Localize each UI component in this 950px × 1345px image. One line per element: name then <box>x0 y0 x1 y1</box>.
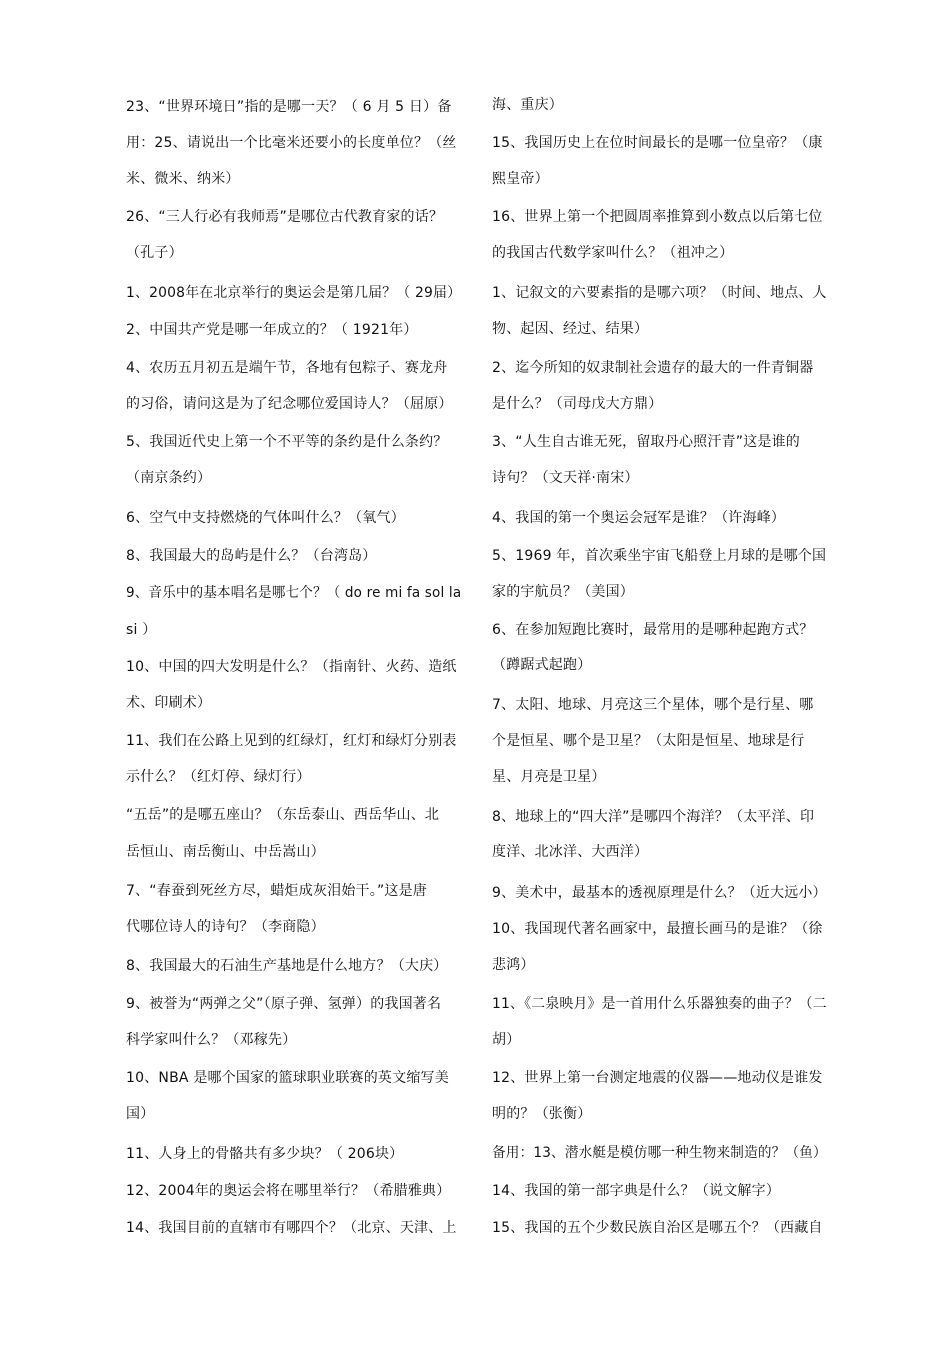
text-line: 8、我国最大的石油生产基地是什么地方？（大庆） <box>126 958 448 974</box>
text-line: 家的宇航员？（美国） <box>492 584 634 600</box>
text-line: 明的？（张衡） <box>492 1106 592 1122</box>
text-line: 2、迄今所知的奴隶制社会遗存的最大的一件青铜器 <box>492 360 814 376</box>
text-line: 10、中国的四大发明是什么？（指南针、火药、造纸 <box>126 659 457 675</box>
text-line: 1、2008年在北京举行的奥运会是第几届？（ 29届） <box>126 285 462 301</box>
text-line: 熙皇帝） <box>492 171 549 187</box>
text-line: 胡） <box>492 1032 521 1048</box>
text-line: 个是恒星、哪个是卫星？（太阳是恒星、地球是行 <box>492 733 805 749</box>
text-line: 15、我国的五个少数民族自治区是哪五个？（西藏自 <box>492 1220 823 1236</box>
text-line: 的习俗，请问这是为了纪念哪位爱国诗人？（屈原） <box>126 396 453 412</box>
text-line: si ） <box>126 622 157 638</box>
text-line: 示什么？（红灯停、绿灯行） <box>126 769 311 785</box>
text-line: 11、我们在公路上见到的红绿灯，红灯和绿灯分别表 <box>126 733 457 749</box>
text-line: 星、月亮是卫星） <box>492 769 606 785</box>
text-line: 2、中国共产党是哪一年成立的？（ 1921年） <box>126 322 418 338</box>
text-line: 9、音乐中的基本唱名是哪七个？（ do re mi fa sol la <box>126 585 462 601</box>
text-line: 悲鸿） <box>492 957 535 973</box>
text-line: 6、空气中支持燃烧的气体叫什么？（氧气） <box>126 510 405 526</box>
text-line: 5、我国近代史上第一个不平等的条约是什么条约？ <box>126 434 448 450</box>
text-line: 16、世界上第一个把圆周率推算到小数点以后第七位 <box>492 209 823 225</box>
text-line: 3、“人生自古谁无死，留取丹心照汗青”这是谁的 <box>492 434 801 450</box>
text-line: 11、《二泉映月》是一首用什么乐器独奏的曲子？（二 <box>492 996 827 1012</box>
text-line: 用：25、请说出一个比毫米还要小的长度单位？（丝 <box>126 135 457 151</box>
text-line: 8、地球上的“四大洋”是哪四个海洋？（太平洋、印 <box>492 809 815 825</box>
text-line: 代哪位诗人的诗句？（李商隐） <box>126 919 325 935</box>
text-line: 14、我国的第一部字典是什么？（说文解字） <box>492 1183 781 1199</box>
text-line: 4、我国的第一个奥运会冠军是谁？（许海峰） <box>492 510 786 526</box>
text-line: （南京条约） <box>126 470 212 486</box>
text-line: 6、在参加短跑比赛时，最常用的是哪种起跑方式？ <box>492 622 814 638</box>
text-line: 15、我国历史上在位时间最长的是哪一位皇帝？（康 <box>492 135 823 151</box>
text-line: 岳恒山、南岳衡山、中岳嵩山） <box>126 844 325 860</box>
text-line: 7、太阳、地球、月亮这三个星体，哪个是行星、哪 <box>492 697 814 713</box>
text-line: 23、“世界环境日”指的是哪一天？（ 6 月 5 日）备 <box>126 99 452 115</box>
text-line: 的我国古代数学家叫什么？（祖冲之） <box>492 245 734 261</box>
text-line: 10、NBA 是哪个国家的篮球职业联赛的英文缩写美 <box>126 1070 449 1086</box>
text-line: 10、我国现代著名画家中，最擅长画马的是谁？（徐 <box>492 921 823 937</box>
text-line: （孔子） <box>126 245 183 261</box>
text-line: 12、2004年的奥运会将在哪里举行？（希腊雅典） <box>126 1183 451 1199</box>
text-line: 是什么？（司母戊大方鼎） <box>492 396 663 412</box>
text-line: 14、我国目前的直辖市有哪四个？（北京、天津、上 <box>126 1220 457 1236</box>
text-line: 科学家叫什么？（邓稼先） <box>126 1032 297 1048</box>
text-line: 4、农历五月初五是端午节，各地有包粽子、赛龙舟 <box>126 360 448 376</box>
text-line: 国） <box>126 1106 155 1122</box>
text-line: 度洋、北冰洋、大西洋） <box>492 844 649 860</box>
text-line: 5、1969 年，首次乘坐宇宙飞船登上月球的是哪个国 <box>492 548 827 564</box>
text-line: 物、起因、经过、结果） <box>492 321 649 337</box>
text-line: （蹲踞式起跑） <box>492 657 592 673</box>
text-line: 米、微米、纳米） <box>126 171 240 187</box>
text-line: 海、重庆） <box>492 97 563 113</box>
text-line: 诗句？（文天祥·南宋） <box>492 470 639 486</box>
text-line: 11、人身上的骨骼共有多少块？（ 206块） <box>126 1146 404 1162</box>
text-line: 26、“三人行必有我师焉”是哪位古代教育家的话？ <box>126 209 444 225</box>
text-line: 7、“春蚕到死丝方尽，蜡炬成灰泪始干。”这是唐 <box>126 883 428 899</box>
text-line: 9、被誉为“两弹之父”（原子弹、氢弹）的我国著名 <box>126 996 442 1012</box>
text-line: 1、记叙文的六要素指的是哪六项？（时间、地点、人 <box>492 285 827 301</box>
text-line: 8、我国最大的岛屿是什么？（台湾岛） <box>126 548 377 564</box>
text-line: 12、世界上第一台测定地震的仪器——地动仪是谁发 <box>492 1070 823 1086</box>
text-line: 9、美术中，最基本的透视原理是什么？（近大远小） <box>492 885 827 901</box>
text-line: 备用：13、潜水艇是模仿哪一种生物来制造的？（鱼） <box>492 1145 827 1161</box>
text-line: 术、印刷术） <box>126 695 212 711</box>
text-line: “五岳”的是哪五座山？（东岳泰山、西岳华山、北 <box>126 807 440 823</box>
